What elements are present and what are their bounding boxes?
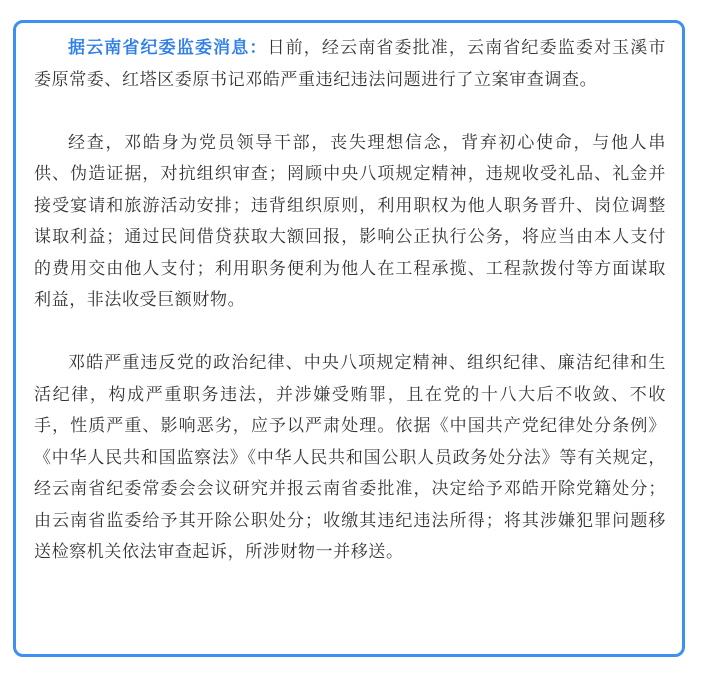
paragraph-1-text: 日前，经云南省委批准，云南省纪委监委对玉溪市委原常委、红塔区委原书记邓皓严重违纪违法问题进行了立案审查调查。 <box>34 38 666 90</box>
paragraph-1 <box>34 33 666 96</box>
paragraph-3: 邓皓严重违反党的政治纪律、中央八项规定精神、组织纪律、廉洁纪律和生活纪律，构成严重职务违法，并涉嫌受贿罪，且在党的十八大后不收敛、不收手，性质严重、影响恶劣，应予以严肃处理。依据《中国共产党纪律处分条例》《中华人民共和国监察法》《中华人民共和国公职人员政务处分法》等有关规定，经云南省纪委常委会会议研究并报云南省委批准，决定给予邓皓开除党籍处分；由云南省监委给予其开除公职处分；收缴其违纪违法所得；将其涉嫌犯罪问题移送检察机关依法审查起诉，所涉财物一并移送。 <box>34 353 666 562</box>
lead-label: 据云南省纪委监委消息： <box>68 38 268 58</box>
article-card <box>13 20 685 657</box>
paragraph-2: 经查，邓皓身为党员领导干部，丧失理想信念，背弃初心使命，与他人串供、伪造证据，对抗组织审查；罔顾中央八项规定精神，违规收受礼品、礼金并接受宴请和旅游活动安排；违背组织原则，利用职权为他人职务晋升、岗位调整谋取利益；通过民间借贷获取大额回报，影响公正执行公务，将应当由本人支付的费用交由他人支付；利用职务便利为他人在工程承揽、工程款拨付等方面谋取利益，非法收受巨额财物。 <box>34 132 666 310</box>
